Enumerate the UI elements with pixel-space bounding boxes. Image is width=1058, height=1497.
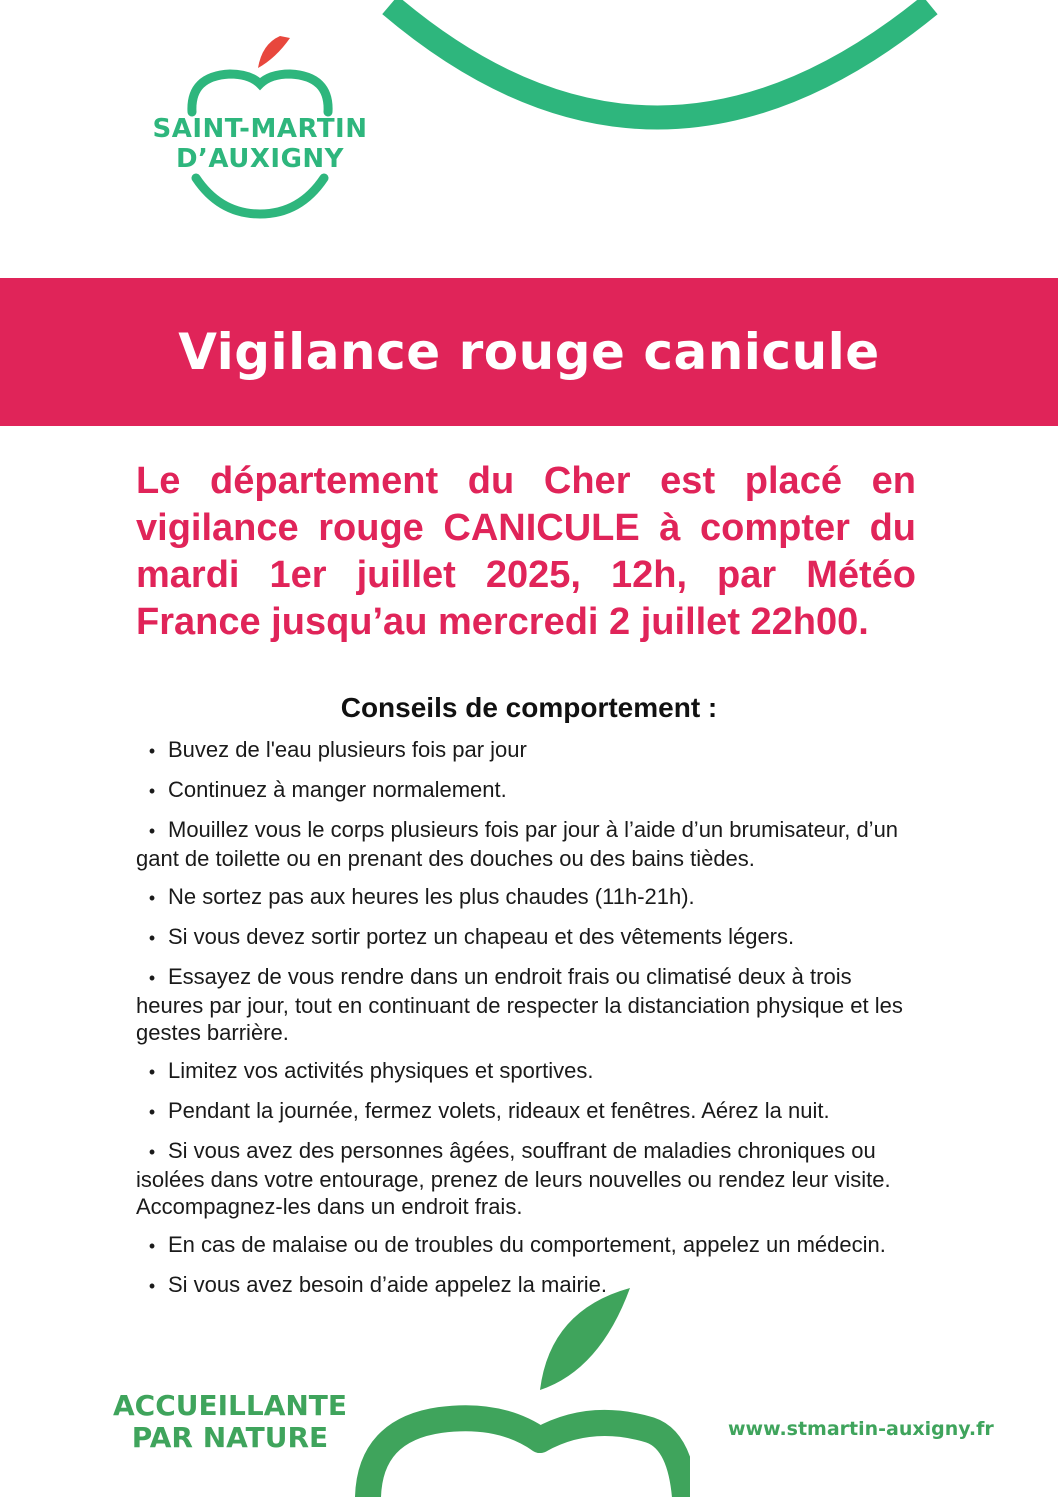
alert-intro: Le département du Cher est placé en vigilance rouge CANICULE à compter du mardi 1er juillet 2025, 12h, par Météo France jusqu’au mercredi 2 juillet 22h00. (136, 460, 916, 643)
bullet-icon: • (148, 741, 156, 761)
bullet-icon: • (148, 1236, 156, 1256)
alert-banner (0, 278, 1058, 426)
slogan-line-1: ACCUEILLANTE (112, 1389, 348, 1422)
apple-leaf-icon (350, 1280, 690, 1497)
list-item: • En cas de malaise ou de troubles du comportement, appelez un médecin. (136, 1231, 916, 1260)
list-item: • Essayez de vous rendre dans un endroit frais ou climatisé deux à trois heures par jour, tout en continuant de respecter la distanciation physique et les gestes barrière. (136, 964, 903, 1045)
town-logo (130, 28, 400, 228)
bullet-icon: • (148, 1142, 156, 1162)
logo-line-2: D’AUXIGNY (175, 144, 345, 174)
bullet-icon: • (148, 781, 156, 801)
logo-line-1: SAINT-MARTIN (152, 114, 368, 144)
website-link[interactable]: www.stmartin-auxigny.fr (728, 1418, 994, 1440)
top-arc-decoration (380, 0, 940, 140)
bullet-icon: • (148, 1276, 156, 1296)
list-item: • Ne sortez pas aux heures les plus chaudes (11h-21h). (136, 883, 916, 912)
advice-heading: Conseils de comportement : (340, 692, 718, 723)
list-item: • Si vous avez besoin d’aide appelez la mairie. (136, 1271, 916, 1300)
list-item: • Limitez vos activités physiques et sportives. (136, 1057, 916, 1086)
slogan-line-2: PAR NATURE (131, 1421, 329, 1454)
bullet-icon: • (148, 888, 156, 908)
list-item: • Mouillez vous le corps plusieurs fois par jour à l’aide d’un brumisateur, d’un gant de toilette ou en prenant des douches ou des bains tièdes. (136, 817, 899, 871)
bullet-icon: • (148, 1062, 156, 1082)
bullet-icon: • (148, 968, 156, 988)
list-item: • Buvez de l'eau plusieurs fois par jour (136, 736, 916, 765)
bullet-icon: • (148, 821, 156, 841)
footer-slogan (100, 1390, 360, 1454)
list-item: • Pendant la journée, fermez volets, rideaux et fenêtres. Aérez la nuit. (136, 1097, 916, 1126)
advice-list (136, 736, 916, 1311)
list-item: • Continuez à manger normalement. (136, 776, 916, 805)
list-item: • Si vous devez sortir portez un chapeau et des vêtements légers. (136, 923, 916, 952)
list-item: • Si vous avez des personnes âgées, souffrant de maladies chroniques ou isolées dans votre entourage, prenez de leurs nouvelles ou rendez leur visite. Accompagnez-les dans un endroit frais. (136, 1138, 891, 1219)
bullet-icon: • (148, 1102, 156, 1122)
bullet-icon: • (148, 928, 156, 948)
banner-title: Vigilance rouge canicule (178, 323, 880, 381)
